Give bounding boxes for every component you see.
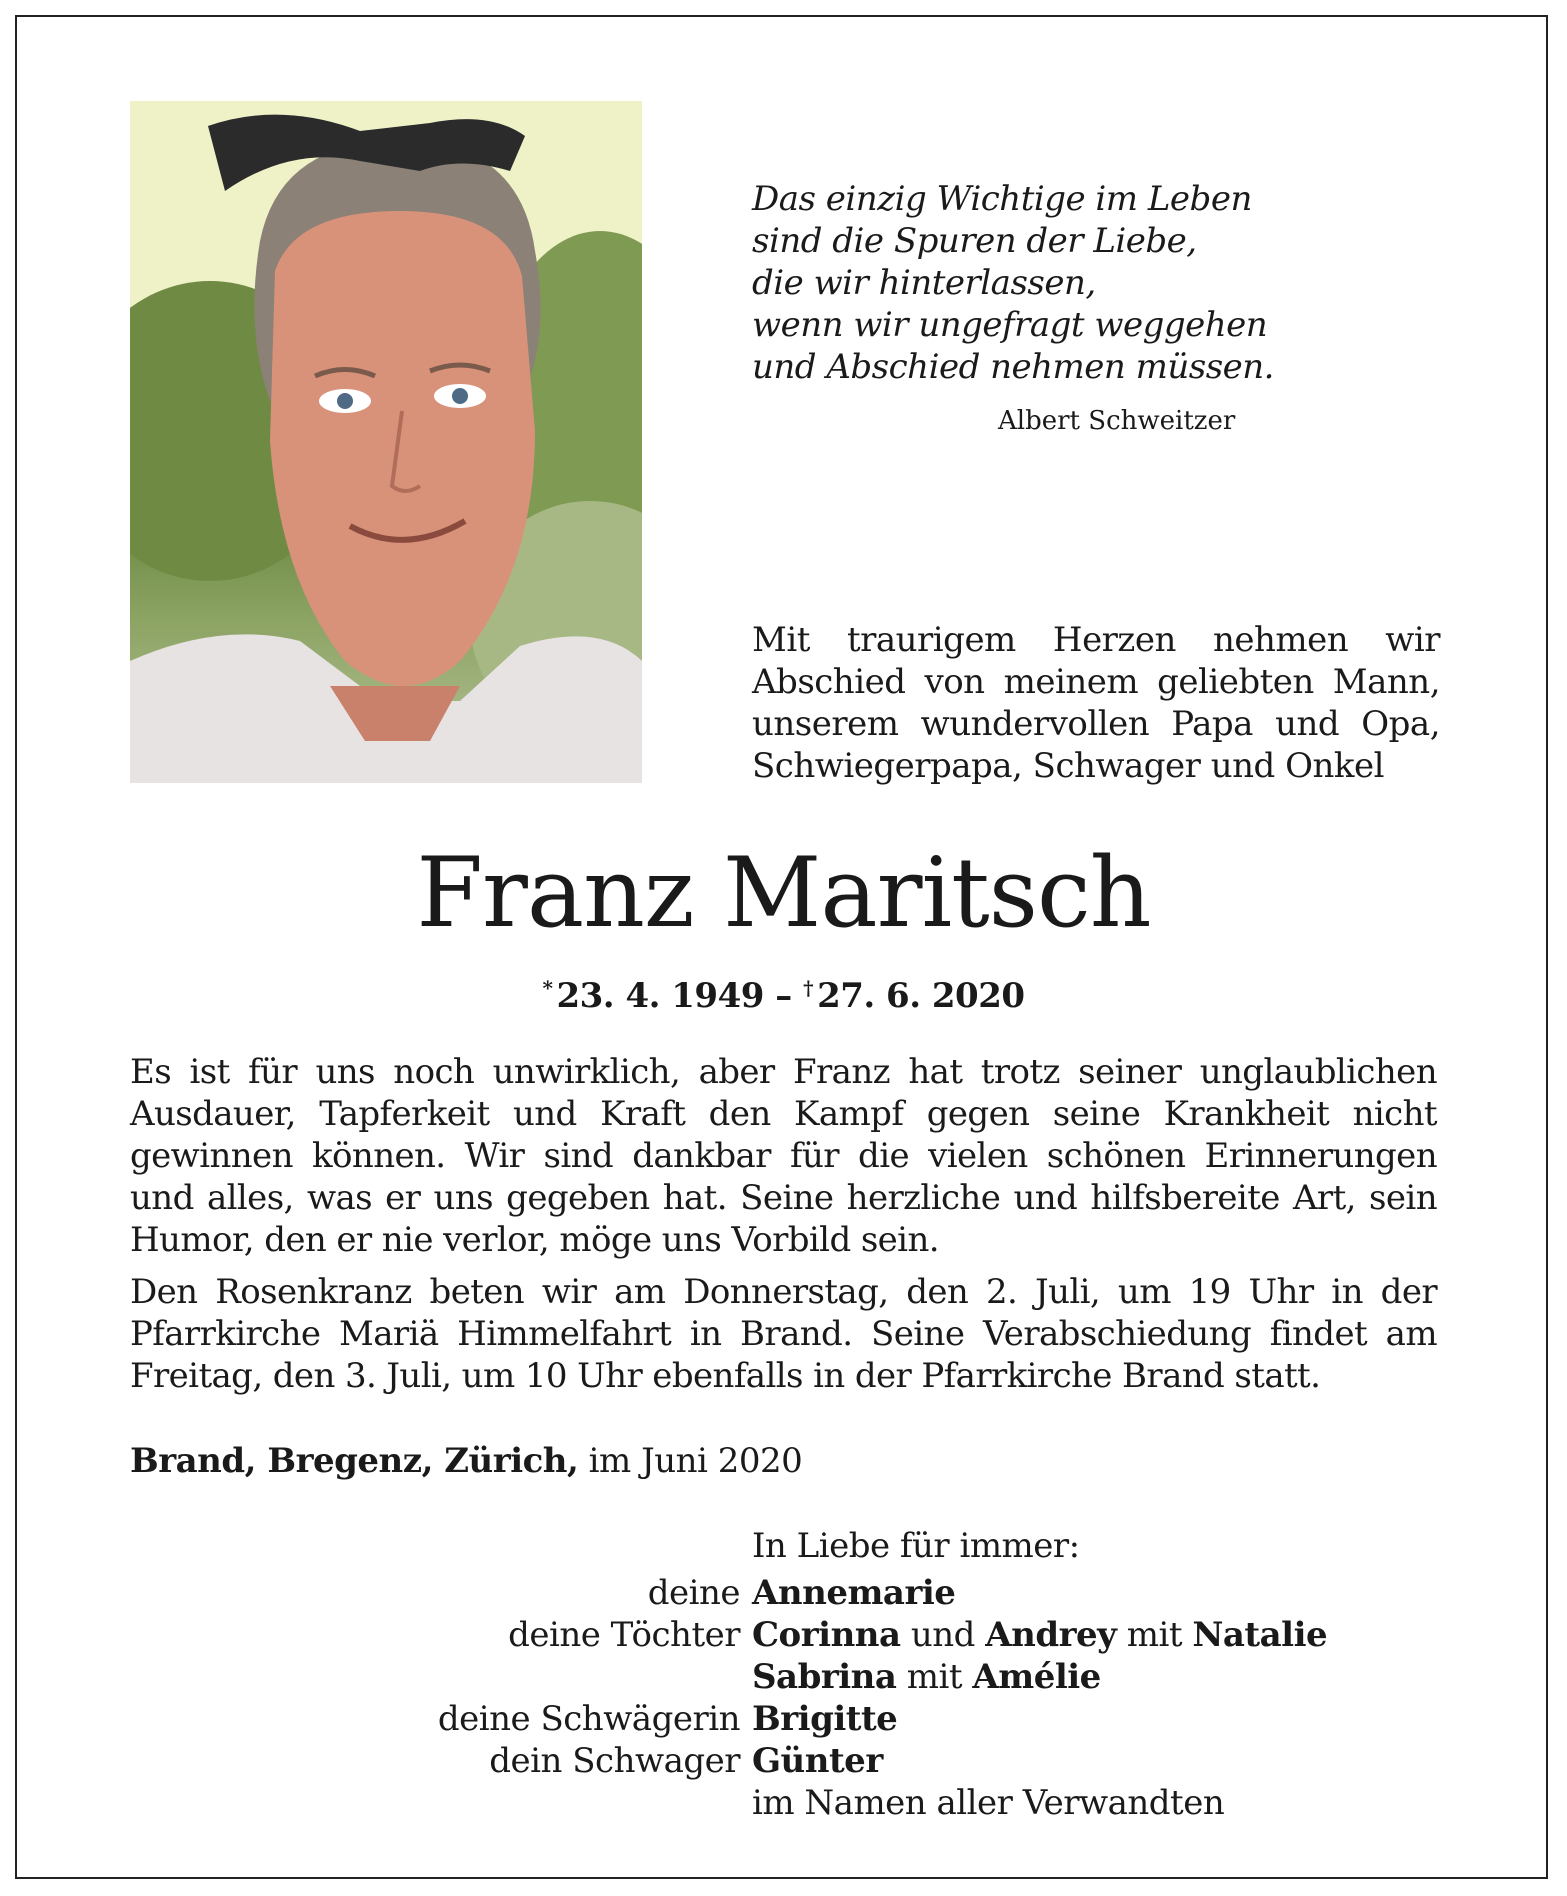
family-member-name: Amélie — [972, 1657, 1101, 1697]
body-line: Den Rosenkranz beten wir am Donnerstag, den 2. Juli, um 19 Uhr in der — [130, 1272, 1437, 1312]
quote-line: und Abschied nehmen müssen. — [752, 347, 1274, 387]
body-line: Ausdauer, Tapferkeit und Kraft den Kampf gegen seine Krankheit nicht — [130, 1094, 1437, 1134]
body-line: Humor, den er nie verlor, möge uns Vorbild sein. — [130, 1220, 939, 1260]
birth-date: 23. 4. 1949 — [556, 976, 764, 1016]
portrait-illustration — [130, 101, 642, 783]
signature-names — [752, 1698, 897, 1740]
place-date: im Juni 2020 — [578, 1441, 803, 1481]
family-member-name: Annemarie — [752, 1573, 956, 1613]
quote-author: Albert Schweitzer — [998, 406, 1236, 436]
intro-text — [752, 619, 1440, 787]
signature-role: dein Schwager — [489, 1741, 740, 1781]
signature-names — [752, 1656, 1101, 1698]
body-line: Es ist für uns noch unwirklich, aber Franz hat trotz seiner unglaublichen — [130, 1052, 1437, 1092]
signature-row — [0, 1698, 1567, 1740]
signature-row — [0, 1572, 1567, 1614]
signature-names — [752, 1782, 1224, 1824]
intro-line: Mit traurigem Herzen nehmen wir — [752, 620, 1440, 660]
place-locations: Brand, Bregenz, Zürich, — [130, 1441, 579, 1481]
family-member-name: Brigitte — [752, 1699, 898, 1739]
family-member-name: Corinna — [752, 1615, 901, 1655]
quote-line: wenn wir ungefragt weggehen — [752, 305, 1268, 345]
signature-names — [752, 1740, 883, 1782]
signature-row — [0, 1656, 1567, 1698]
death-symbol: † — [803, 976, 814, 1000]
signature-row — [0, 1782, 1567, 1824]
body-line: und alles, was er uns gegeben hat. Seine herzliche und hilfsbereite Art, sein — [130, 1178, 1437, 1218]
signature-connector: mit — [896, 1657, 973, 1697]
quote-line: die wir hinterlassen, — [752, 263, 1096, 303]
signature-row — [0, 1614, 1567, 1656]
body-line: gewinnen können. Wir sind dankbar für die vielen schönen Erinnerungen — [130, 1136, 1437, 1176]
deceased-name: Franz Maritsch — [416, 837, 1151, 949]
intro-line: Schwiegerpapa, Schwager und Onkel — [752, 746, 1384, 786]
family-member-name: Sabrina — [752, 1657, 897, 1697]
death-date: 27. 6. 2020 — [817, 976, 1025, 1016]
intro-line: unserem wundervollen Papa und Opa, — [752, 704, 1440, 744]
signature-connector: mit — [1116, 1615, 1193, 1655]
body-line: Pfarrkirche Mariä Himmelfahrt in Brand. Seine Verabschiedung findet am — [130, 1314, 1437, 1354]
signature-intro: In Liebe für immer: — [752, 1526, 1080, 1566]
intro-line: Abschied von meinem geliebten Mann, — [752, 662, 1440, 702]
body-line: Freitag, den 3. Juli, um 10 Uhr ebenfalls in der Pfarrkirche Brand statt. — [130, 1356, 1321, 1396]
life-dates — [0, 965, 1567, 1019]
body-paragraph-2 — [130, 1271, 1437, 1397]
signature-role: deine Töchter — [508, 1615, 740, 1655]
signature-list — [0, 1572, 1567, 1824]
signature-names — [752, 1614, 1327, 1656]
portrait-photo — [130, 101, 642, 783]
signature-connector: und — [900, 1615, 986, 1655]
family-member-name: Andrey — [985, 1615, 1117, 1655]
family-member-name: Günter — [752, 1741, 883, 1781]
quote-line: Das einzig Wichtige im Leben — [752, 179, 1252, 219]
signature-names — [752, 1572, 955, 1614]
family-member-name: Natalie — [1192, 1615, 1328, 1655]
signature-role: deine Schwägerin — [437, 1699, 740, 1739]
quote-line: sind die Spuren der Liebe, — [752, 221, 1197, 261]
place-and-date — [130, 1440, 802, 1482]
quote — [752, 178, 1274, 388]
signature-role: deine — [647, 1573, 740, 1613]
signature-connector: im Namen aller Verwandten — [752, 1783, 1225, 1823]
date-separator: – — [763, 976, 804, 1016]
signature-row — [0, 1740, 1567, 1782]
body-paragraph-1 — [130, 1051, 1437, 1261]
birth-symbol: * — [542, 976, 553, 1000]
